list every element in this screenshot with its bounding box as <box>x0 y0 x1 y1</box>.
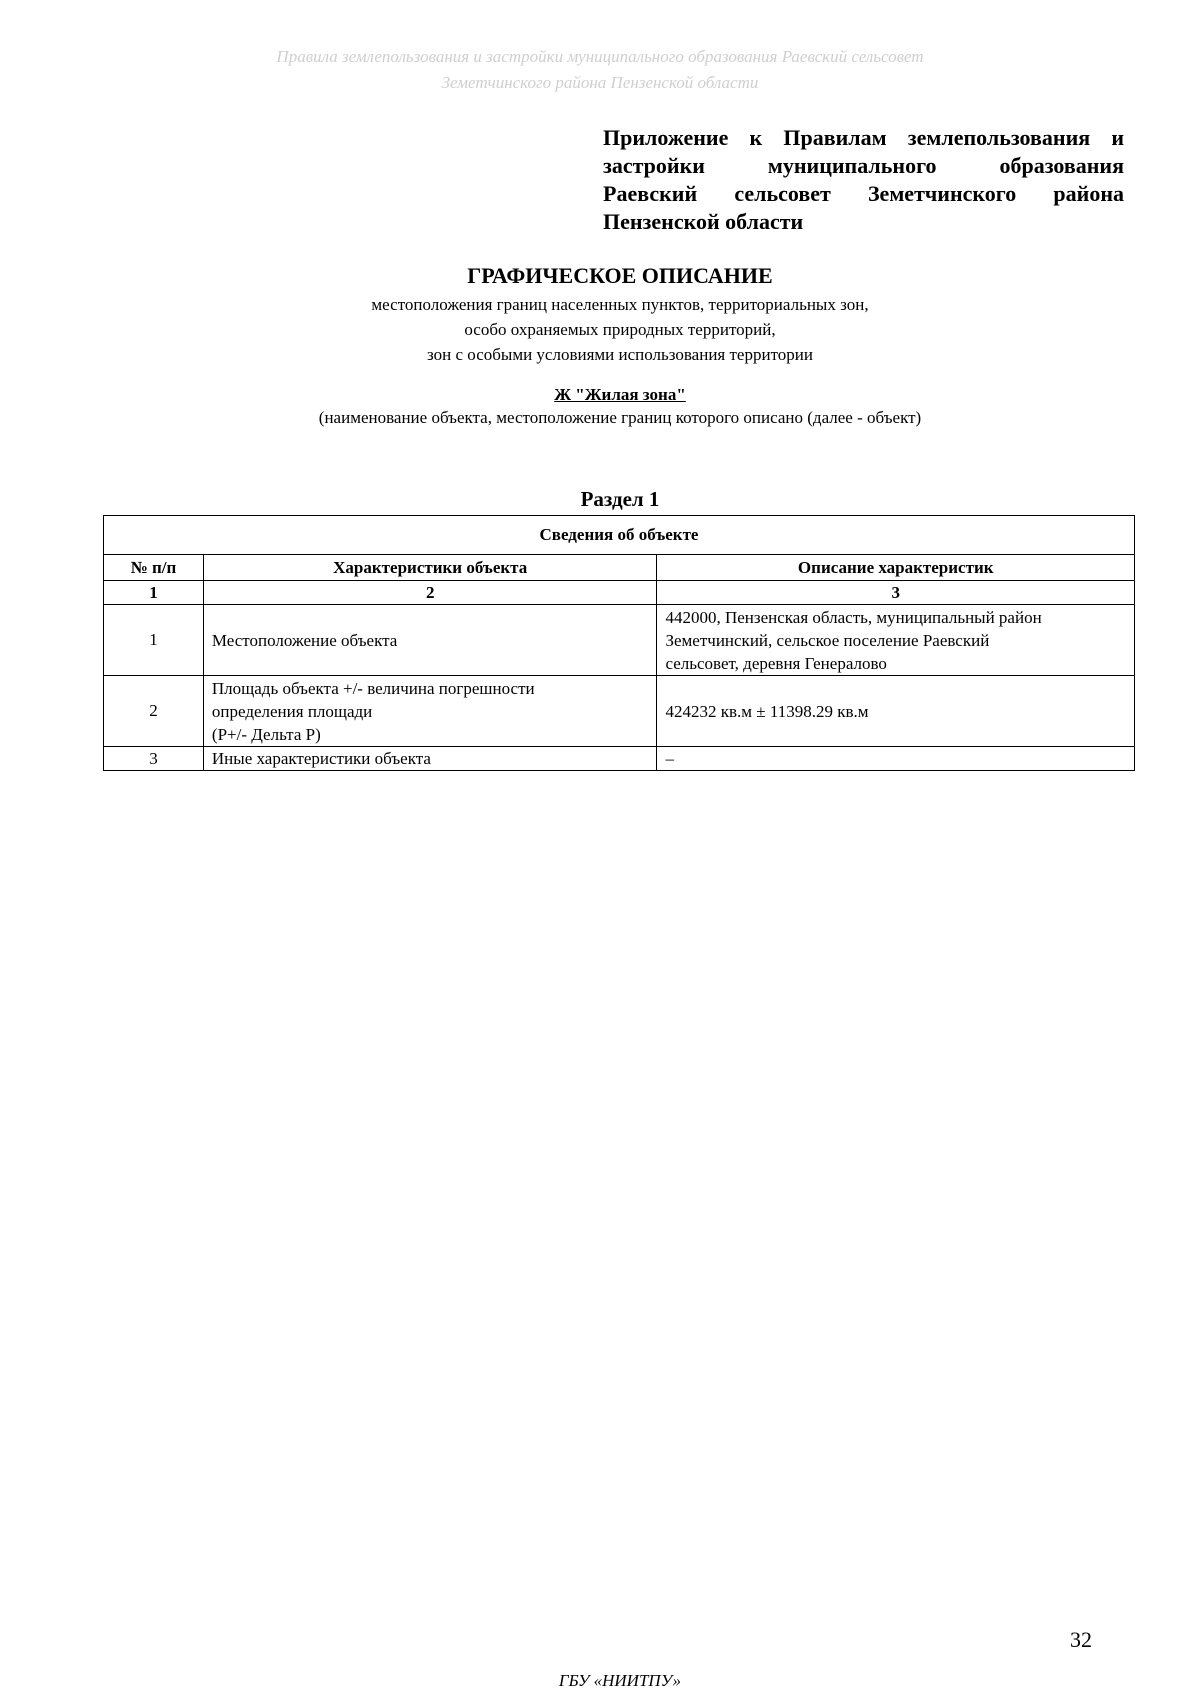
row-characteristic <box>203 605 657 676</box>
column-header-characteristic: Характеристики объекта <box>203 555 657 581</box>
appendix-line: Пензенской области <box>603 209 804 234</box>
cell-line: 442000, Пензенская область, муниципальный район <box>665 607 1042 627</box>
column-number: 2 <box>203 581 657 605</box>
document-subtitle <box>0 292 1200 367</box>
row-number: 3 <box>104 747 204 771</box>
cell-line: (Р+/- Дельта Р) <box>211 724 321 744</box>
row-number: 1 <box>104 605 204 676</box>
appendix-note <box>603 124 1124 236</box>
object-name: Ж "Жилая зона" <box>554 385 686 404</box>
object-info-table <box>103 515 1135 771</box>
table-row <box>104 747 1135 771</box>
document-title: ГРАФИЧЕСКОЕ ОПИСАНИЕ <box>467 263 773 288</box>
section-title: Раздел 1 <box>580 487 660 511</box>
column-number: 1 <box>104 581 204 605</box>
running-header <box>0 44 1200 96</box>
running-header-line-2: Земетчинского района Пензенской области <box>441 73 759 92</box>
column-header-description: Описание характеристик <box>657 555 1135 581</box>
appendix-line: застройки муниципального образования <box>603 153 1124 178</box>
table-row <box>104 676 1135 747</box>
column-number: 3 <box>657 581 1135 605</box>
table-row <box>104 605 1135 676</box>
row-number: 2 <box>104 676 204 747</box>
appendix-line: Раевский сельсовет Земетчинского района <box>603 181 1124 206</box>
page-number: 32 <box>1070 1627 1092 1652</box>
table-caption: Сведения об объекте <box>104 516 1135 555</box>
column-header-number: № п/п <box>104 555 204 581</box>
subtitle-line: особо охраняемых природных территорий, <box>464 320 776 339</box>
cell-line: Иные характеристики объекта <box>211 749 431 768</box>
cell-line: Земетчинский, сельское поселение Раевский <box>665 630 990 650</box>
subtitle-line: зон с особыми условиями использования территории <box>427 345 813 364</box>
row-description <box>657 605 1135 676</box>
cell-line: 424232 кв.м ± 11398.29 кв.м <box>665 701 869 721</box>
cell-line: Местоположение объекта <box>211 630 398 650</box>
row-description <box>657 676 1135 747</box>
row-characteristic <box>203 676 657 747</box>
table-caption-row <box>104 516 1135 555</box>
page-footer: ГБУ «НИИТПУ» <box>558 1671 682 1690</box>
object-note: (наименование объекта, местоположение границ которого описано (далее - объект) <box>318 408 922 427</box>
cell-line: определения площади <box>211 701 373 721</box>
cell-line: Площадь объекта +/- величина погрешности <box>211 678 535 698</box>
table-header-row <box>104 555 1135 581</box>
cell-line: – <box>665 749 674 768</box>
running-header-line-1: Правила землепользования и застройки муниципального образования Раевский сельсовет <box>276 47 924 66</box>
row-characteristic <box>203 747 657 771</box>
cell-line: сельсовет, деревня Генералово <box>665 653 887 673</box>
subtitle-line: местоположения границ населенных пунктов, территориальных зон, <box>371 295 869 314</box>
row-description <box>657 747 1135 771</box>
appendix-line: Приложение к Правилам землепользования и <box>603 125 1124 150</box>
table-column-numbers-row <box>104 581 1135 605</box>
